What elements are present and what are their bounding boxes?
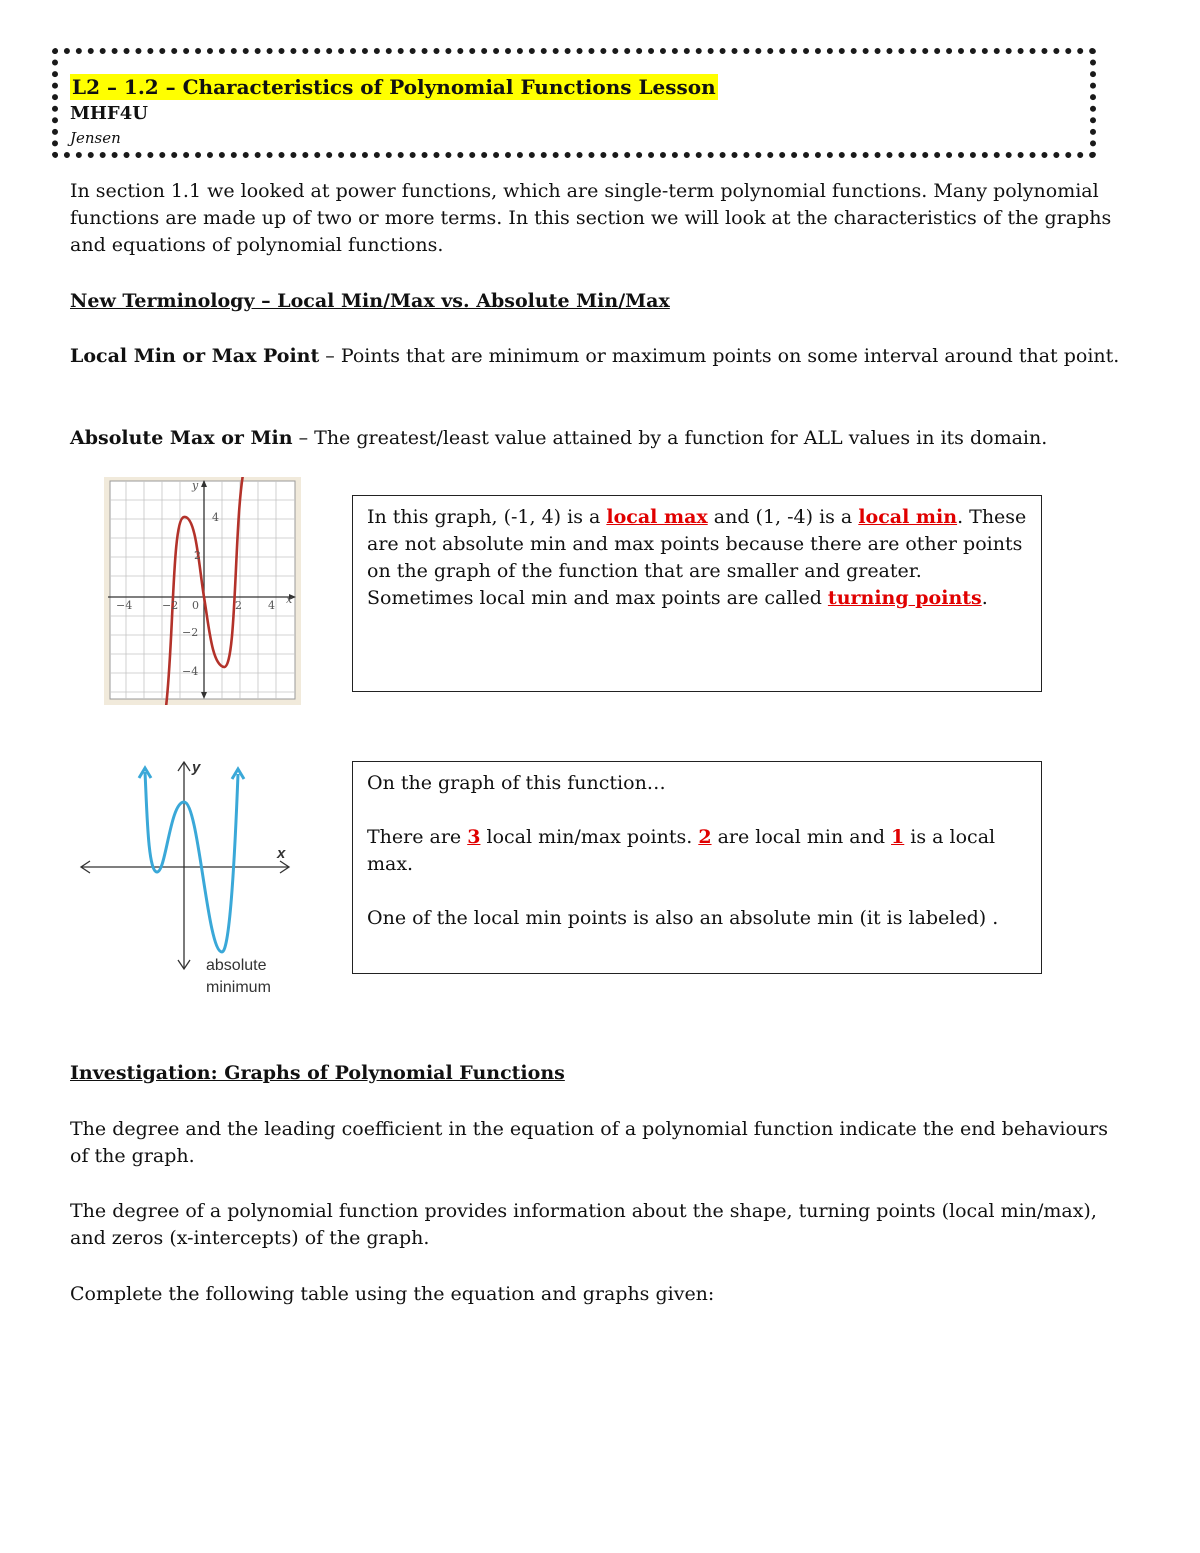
author-name: Jensen xyxy=(70,129,121,147)
y-axis-label: y xyxy=(192,759,201,776)
course-code: MHF4U xyxy=(70,103,148,124)
quartic-curve xyxy=(145,772,238,952)
header-box xyxy=(52,48,1096,158)
note2-text-4: is a local max. xyxy=(367,826,996,875)
local-max-term: local max xyxy=(606,506,708,528)
intro-paragraph: In section 1.1 we looked at power functions, which are single-term polynomial functions. Many polynomial functions are made up of two or more terms. In this section we will look at the characteristics of the graphs and equations of polynomial functions. xyxy=(70,180,1112,256)
tick-y-2: 2 xyxy=(194,549,201,562)
cubic-graph xyxy=(104,477,301,705)
investigation-paragraph-1: The degree and the leading coefficient in the equation of a polynomial function indicate the end behaviours of the graph. xyxy=(70,1118,1108,1167)
x-axis-label: x xyxy=(277,845,286,862)
tick-y-4: 4 xyxy=(212,511,219,524)
cubic-graph-figure xyxy=(104,477,301,705)
note2-text-1: There are xyxy=(367,826,468,848)
investigation-heading: Investigation: Graphs of Polynomial Functions xyxy=(70,1062,565,1084)
quartic-graph-figure xyxy=(70,752,310,1002)
investigation-paragraph-3: Complete the following table using the equation and graphs given: xyxy=(70,1283,715,1305)
quartic-note xyxy=(352,761,1042,974)
note1-text-3: . These are not absolute min and max points because there are other points on the graph of the function that are smaller and greater. Sometimes local min and max points are called xyxy=(367,506,1027,609)
note1-text-4: . xyxy=(981,587,988,609)
note2-text-3: are local min and xyxy=(711,826,892,848)
note2-line2 xyxy=(367,824,1027,878)
tick-y-neg4: −4 xyxy=(182,665,199,678)
tick-x-4: 4 xyxy=(268,599,275,612)
tick-x-2: 2 xyxy=(235,599,242,612)
absolute-term: Absolute Max or Min xyxy=(70,427,293,449)
investigation-paragraph-2: The degree of a polynomial function provides information about the shape, turning points (local min/max), and zeros (x-intercepts) of the graph. xyxy=(70,1200,1097,1249)
turning-points-term: turning points xyxy=(827,587,982,609)
tick-x-0: 0 xyxy=(192,599,199,612)
tick-x-neg4: −4 xyxy=(116,599,133,612)
count-min: 2 xyxy=(698,826,712,848)
page-title: L2 – 1.2 – Characteristics of Polynomial Functions Lesson xyxy=(72,75,716,99)
note2-line1: On the graph of this function… xyxy=(367,772,666,794)
local-min-term: local min xyxy=(858,506,958,528)
local-term: Local Min or Max Point xyxy=(70,345,320,367)
count-total: 3 xyxy=(467,826,481,848)
y-axis-label: y xyxy=(192,479,199,492)
local-extrema-note xyxy=(352,495,1042,692)
local-definition xyxy=(70,343,1130,370)
absolute-def-text: – The greatest/least value attained by a function for ALL values in its domain. xyxy=(292,427,1048,449)
tick-x-neg2: −2 xyxy=(162,599,179,612)
quartic-graph xyxy=(70,752,310,1002)
absolute-definition xyxy=(70,425,1130,452)
x-axis-label: x xyxy=(286,593,293,606)
note2-line3: One of the local min points is also an absolute min (it is labeled) . xyxy=(367,907,999,929)
terminology-heading: New Terminology – Local Min/Max vs. Absolute Min/Max xyxy=(70,290,670,312)
count-max: 1 xyxy=(891,826,905,848)
tick-y-neg2: −2 xyxy=(182,626,199,639)
absolute-min-label-line1: absolute xyxy=(206,957,267,974)
note1-text-2: and (1, -4) is a xyxy=(707,506,859,528)
note2-text-2: local min/max points. xyxy=(480,826,699,848)
note1-text-1: In this graph, (-1, 4) is a xyxy=(367,506,607,528)
local-def-text: – Points that are minimum or maximum points on some interval around that point. xyxy=(319,345,1120,367)
absolute-min-label-line2: minimum xyxy=(206,979,271,996)
